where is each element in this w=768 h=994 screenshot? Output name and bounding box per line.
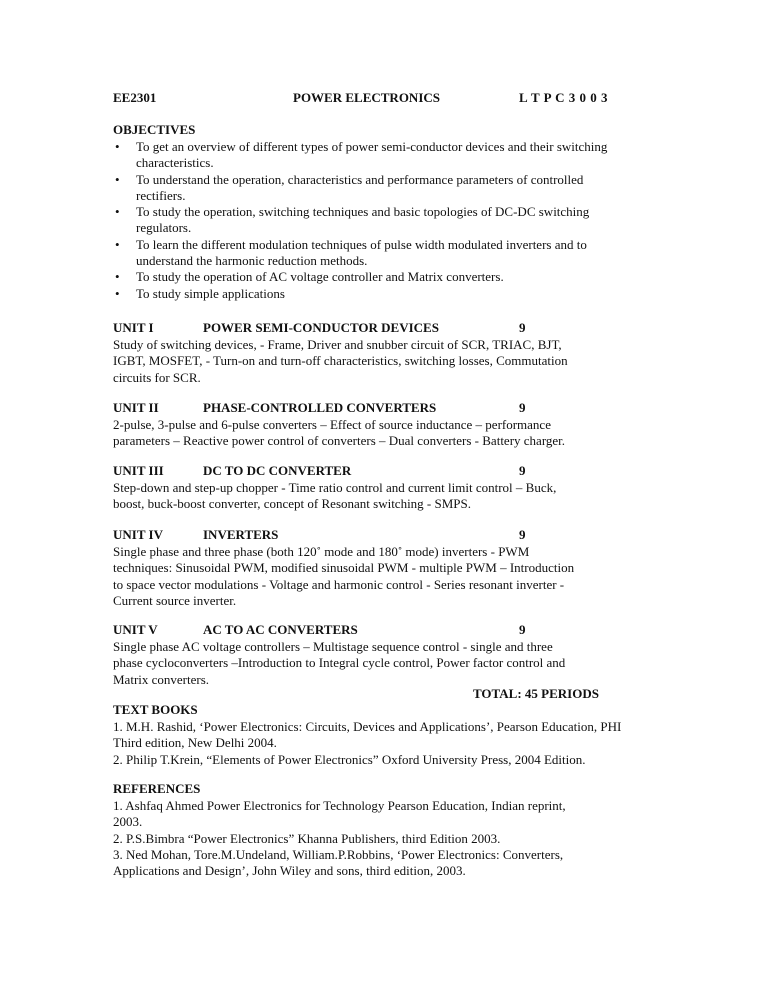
unit-hours: 9 (519, 320, 526, 335)
unit-2-section (113, 400, 648, 450)
objectives-heading: OBJECTIVES (113, 122, 196, 137)
unit-title: DC TO DC CONVERTER (203, 463, 352, 478)
unit-number: UNIT II (113, 400, 159, 415)
text-books-section (113, 702, 673, 768)
unit-5-section (113, 622, 648, 688)
unit-content: Step-down and step-up chopper - Time ratio control and current limit control – Buck, boost, buck-boost converter, concept of Resonant switching - SMPS. (113, 480, 557, 512)
reference-line: 3. Ned Mohan, Tore.M.Undeland, William.P.Robbins, ‘Power Electronics: Converters, (113, 846, 564, 862)
unit-1-section (113, 320, 648, 386)
text-book-line: Third edition, New Delhi 2004. (113, 735, 277, 751)
unit-4-section (113, 527, 648, 609)
text-book-line: 2. Philip T.Krein, “Elements of Power Electronics” Oxford University Press, 2004 Edition. (113, 751, 586, 767)
unit-title: POWER SEMI-CONDUCTOR DEVICES (203, 320, 439, 335)
unit-number: UNIT IV (113, 527, 163, 542)
unit-3-section (113, 463, 648, 513)
text-book-line: 1. M.H. Rashid, ‘Power Electronics: Circuits, Devices and Applications’, Pearson Education, PHI (113, 719, 622, 734)
objectives-section (113, 122, 648, 302)
reference-line: 1. Ashfaq Ahmed Power Electronics for Technology Pearson Education, Indian reprint, (113, 798, 566, 813)
reference-line: Applications and Design’, John Wiley and sons, third edition, 2003. (113, 863, 466, 879)
references-heading: REFERENCES (113, 781, 201, 796)
unit-title: PHASE-CONTROLLED CONVERTERS (203, 400, 437, 415)
total-periods: TOTAL: 45 PERIODS (473, 686, 599, 701)
list-item: • To understand the operation, characteristics and performance parameters of controlled rectifiers. (113, 172, 648, 205)
objectives-list (113, 139, 648, 302)
list-item: • To learn the different modulation techniques of pulse width modulated inverters and to understand the harmonic reduction methods. (113, 237, 648, 270)
unit-hours: 9 (519, 622, 526, 637)
list-item: • To study the operation, switching techniques and basic topologies of DC-DC switching regulators. (113, 204, 648, 237)
unit-heading (113, 320, 648, 337)
course-credits: L T P C 3 0 0 3 (519, 90, 609, 105)
unit-hours: 9 (519, 527, 526, 542)
text-books-heading: TEXT BOOKS (113, 702, 198, 717)
list-item: • To study simple applications (113, 286, 648, 302)
unit-heading (113, 400, 648, 417)
unit-hours: 9 (519, 463, 526, 478)
unit-number: UNIT V (113, 622, 158, 637)
reference-line: 2003. (113, 814, 143, 830)
unit-content: Single phase AC voltage controllers – Multistage sequence control - single and three phase cycloconverters –Introduction to Integral cycle control, Power factor control and Matrix converters. (113, 639, 566, 687)
list-item: • To get an overview of different types of power semi-conductor devices and their switching characteristics. (113, 139, 648, 172)
course-title: POWER ELECTRONICS (293, 90, 440, 105)
unit-content: Single phase and three phase (both 120˚ mode and 180˚ mode) inverters - PWM techniques: Sinusoidal PWM, modified sinusoidal PWM - multiple PWM – Introduction to space vector modulations - Voltage and harmonic control - Series resonant inverter - Current source inverter. (113, 544, 575, 608)
unit-number: UNIT III (113, 463, 164, 478)
unit-title: INVERTERS (203, 527, 279, 542)
course-code: EE2301 (113, 90, 157, 105)
unit-content: Study of switching devices, - Frame, Driver and snubber circuit of SCR, TRIAC, BJT, IGBT, MOSFET, - Turn-on and turn-off characteristics, switching losses, Commutation circuits for SCR. (113, 337, 568, 385)
unit-number: UNIT I (113, 320, 154, 335)
unit-heading (113, 527, 648, 544)
references-section (113, 781, 673, 879)
reference-line: 2. P.S.Bimbra “Power Electronics” Khanna Publishers, third Edition 2003. (113, 830, 501, 846)
unit-heading (113, 463, 648, 480)
list-item: • To study the operation of AC voltage controller and Matrix converters. (113, 269, 648, 285)
course-header (113, 90, 653, 107)
unit-title: AC TO AC CONVERTERS (203, 622, 358, 637)
unit-content: 2-pulse, 3-pulse and 6-pulse converters – Effect of source inductance – performance parameters – Reactive power control of converters – Dual converters - Battery charger. (113, 417, 566, 449)
unit-heading (113, 622, 648, 639)
unit-hours: 9 (519, 400, 526, 415)
